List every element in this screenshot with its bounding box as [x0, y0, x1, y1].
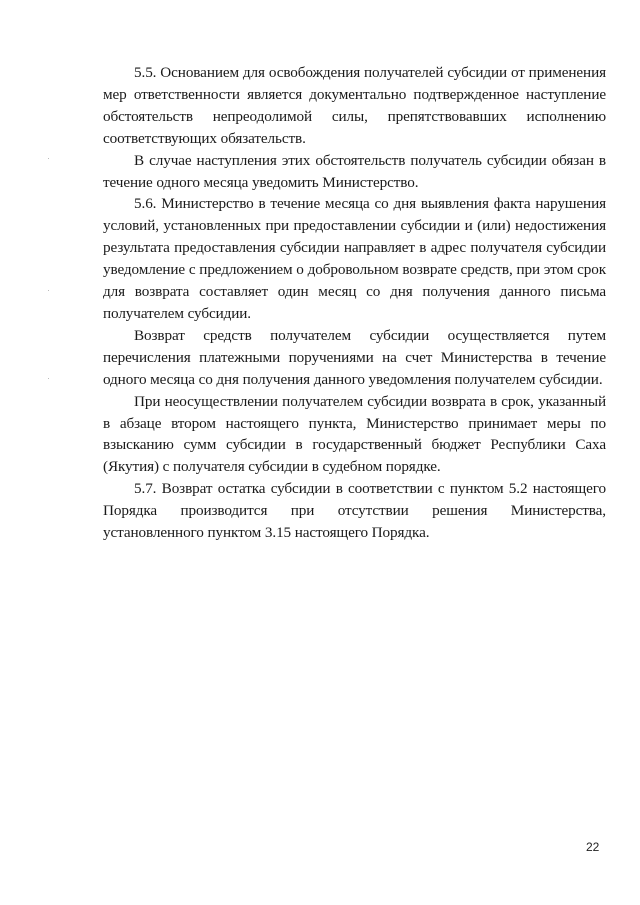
paragraph-5-6: 5.6. Министерство в течение месяца со дня выявления факта нарушения условий, установленных при предоставлении субсидии и (или) недостижения результата предоставления субсидии направляет в адрес получателя субсидии уведомление с предложением о добровольном возврате средств, при этом срок для возврата составляет один месяц со дня получения данного письма получателем субсидии. — [103, 195, 606, 322]
paragraph-5-6-return: Возврат средств получателем субсидии осуществляется путем перечисления платежными поручениями на счет Министерства в течение одного месяца со дня получения данного уведомления получателем субсидии. — [103, 326, 606, 388]
paragraph-5-7: 5.7. Возврат остатка субсидии в соответствии с пунктом 5.2 настоящего Порядка производится при отсутствии решения Министерства, установленного пунктом 3.15 настоящего Порядка. — [103, 480, 606, 542]
paragraph-5-6-enforcement: При неосуществлении получателем субсидии возврата в срок, указанный в абзаце втором настоящего пункта, Министерство принимает меры по взысканию сумм субсидии в государственный бюджет Республики Саха (Якутия) с получателя субсидии в судебном порядке. — [103, 392, 606, 476]
scan-speck — [48, 158, 49, 159]
scan-speck — [48, 378, 49, 379]
paragraph-5-5-notice: В случае наступления этих обстоятельств получатель субсидии обязан в течение одного месяца уведомить Министерство. — [103, 151, 606, 191]
page-number: 22 — [586, 840, 600, 854]
document-body — [103, 62, 606, 544]
scan-speck — [48, 290, 49, 291]
paragraph-5-5: 5.5. Основанием для освобождения получателей субсидии от применения мер ответственности является документально подтвержденное наступление обстоятельств непреодолимой силы, препятствовавших исполнению соответствующих обязательств. — [103, 64, 606, 147]
